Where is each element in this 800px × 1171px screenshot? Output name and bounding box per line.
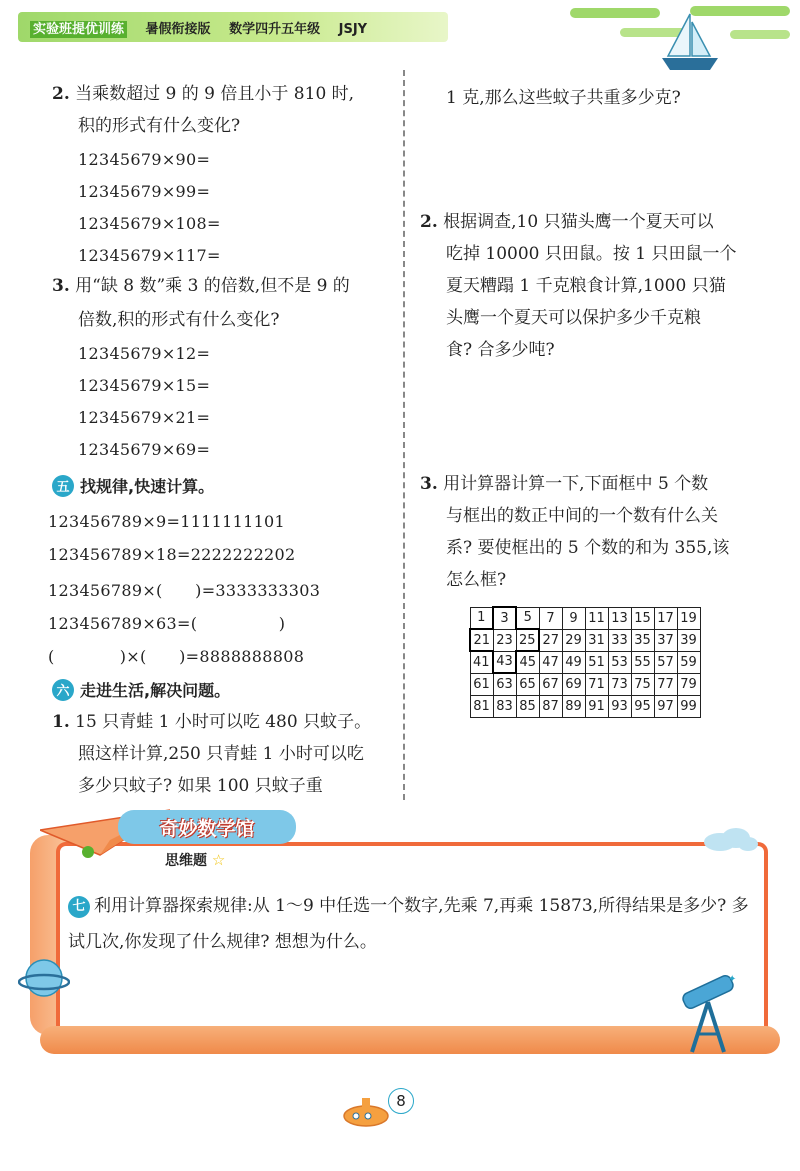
question-text: 当乘数超过 9 的 9 倍且小于 810 时,	[75, 84, 355, 104]
grid-cell: 69	[562, 673, 585, 695]
question-6-3-line4: 怎么框?	[446, 570, 507, 590]
grid-cell: 35	[631, 629, 654, 651]
question-3-line2: 倍数,积的形式有什么变化?	[78, 310, 280, 330]
grid-row	[470, 651, 700, 673]
grid-cell: 45	[516, 651, 539, 673]
grid-cell: 9	[562, 607, 585, 629]
banner-title: 奇妙数学馆	[118, 810, 296, 844]
equation: 12345679×117=	[78, 246, 221, 265]
equation: 123456789×63=( )	[48, 614, 286, 633]
sailboat-icon	[660, 12, 720, 74]
grid-cell: 19	[677, 607, 700, 629]
grid-cell: 93	[608, 695, 631, 717]
grid-cell: 27	[539, 629, 562, 651]
grid-cell: 7	[539, 607, 562, 629]
grid-cell: 95	[631, 695, 654, 717]
equation: 123456789×18=2222222202	[48, 545, 296, 564]
header-code: JSJY	[338, 22, 368, 37]
grid-cell: 63	[493, 673, 516, 695]
grid-row	[470, 673, 700, 695]
grid-cell: 71	[585, 673, 608, 695]
section-badge: 六	[52, 679, 74, 701]
section-title: 找规律,快速计算。	[80, 477, 215, 496]
grid-cell: 61	[470, 673, 493, 695]
grid-cell: 53	[608, 651, 631, 673]
grid-cell: 55	[631, 651, 654, 673]
grid-cell: 91	[585, 695, 608, 717]
equation: 12345679×90=	[78, 150, 211, 169]
question-6-3-line2: 与框出的数正中间的一个数有什么关	[446, 506, 718, 526]
grid-cell: 59	[677, 651, 700, 673]
grid-cell: 99	[677, 695, 700, 717]
grid-cell: 21	[470, 629, 493, 651]
question-7	[68, 888, 758, 960]
question-number: 2.	[420, 212, 438, 232]
question-number: 1.	[52, 712, 70, 732]
grid-cell: 41	[470, 651, 493, 673]
question-2-line2: 积的形式有什么变化?	[78, 116, 241, 136]
section-title: 走进生活,解决问题。	[80, 681, 231, 700]
grid-row	[470, 629, 700, 651]
grid-cell: 13	[608, 607, 631, 629]
star-icon: ☆	[211, 851, 226, 869]
grid-cell: 31	[585, 629, 608, 651]
equation: 12345679×108=	[78, 214, 221, 233]
cloud-icon	[700, 826, 760, 852]
header-edition: 暑假衔接版	[145, 22, 211, 37]
page-number: 8	[388, 1088, 414, 1114]
grid-cell: 49	[562, 651, 585, 673]
grid-cell: 67	[539, 673, 562, 695]
grid-cell: 81	[470, 695, 493, 717]
question-text: 用计算器计算一下,下面框中 5 个数	[443, 474, 709, 494]
question-text: 用“缺 8 数”乘 3 的倍数,但不是 9 的	[75, 276, 350, 296]
number-grid	[469, 606, 701, 718]
grid-cell: 87	[539, 695, 562, 717]
question-6-1-line2: 照这样计算,250 只青蛙 1 小时可以吃	[78, 744, 364, 764]
svg-text:✦: ✦	[728, 974, 737, 985]
question-2-line1	[52, 78, 354, 110]
grid-cell: 1	[470, 607, 493, 629]
equation: 12345679×99=	[78, 182, 211, 201]
header-subject: 数学四升五年级	[229, 22, 321, 37]
question-number: 2.	[52, 84, 70, 104]
grid-cell: 3	[493, 607, 516, 629]
grid-cell: 25	[516, 629, 539, 651]
question-6-2-line1	[420, 206, 714, 238]
grid-cell: 83	[493, 695, 516, 717]
question-6-2-line5: 食? 合多少吨?	[446, 340, 555, 360]
question-number: 3.	[52, 276, 70, 296]
grid-cell: 43	[493, 651, 516, 673]
column-divider	[403, 70, 405, 800]
submarine-icon	[340, 1092, 392, 1128]
section-badge: 七	[68, 896, 90, 918]
grid-cell: 17	[654, 607, 677, 629]
grid-cell: 47	[539, 651, 562, 673]
grid-cell: 65	[516, 673, 539, 695]
grid-cell: 5	[516, 607, 539, 629]
planet-icon	[18, 952, 70, 1004]
header-text	[30, 18, 381, 37]
grid-cell: 97	[654, 695, 677, 717]
grid-cell: 37	[654, 629, 677, 651]
question-6-2-line2: 吃掉 10000 只田鼠。按 1 只田鼠一个	[446, 244, 737, 264]
question-6-1-line1	[52, 706, 371, 738]
telescope-icon	[668, 972, 748, 1056]
equation: 12345679×15=	[78, 376, 211, 395]
grid-cell: 75	[631, 673, 654, 695]
grid-cell: 11	[585, 607, 608, 629]
question-text: 15 只青蛙 1 小时可以吃 480 只蚊子。	[75, 712, 372, 732]
grid-cell: 85	[516, 695, 539, 717]
page-header	[0, 0, 800, 58]
subtitle-text: 思维题	[165, 853, 207, 869]
equation: ( )×( )=8888888808	[48, 647, 305, 666]
equation: 123456789×9=1111111101	[48, 512, 286, 531]
question-text: 根据调查,10 只猫头鹰一个夏天可以	[443, 212, 714, 232]
grid-row	[470, 607, 700, 629]
grid-cell: 89	[562, 695, 585, 717]
grid-cell: 51	[585, 651, 608, 673]
grid-cell: 39	[677, 629, 700, 651]
question-6-3-line3: 系? 要使框出的 5 个数的和为 355,该	[446, 538, 730, 558]
question-7-text: 利用计算器探索规律:从 1～9 中任选一个数字,先乘 7,再乘 15873,所得结果是多少? 多试几次,你发现了什么规律? 想想为什么。	[68, 896, 749, 952]
question-6-2-line4: 头鹰一个夏天可以保护多少千克粮	[446, 308, 701, 328]
section-badge: 五	[52, 475, 74, 497]
question-number: 3.	[420, 474, 438, 494]
grid-cell: 23	[493, 629, 516, 651]
equation: 123456789×( )=3333333303	[48, 581, 321, 600]
equation: 12345679×21=	[78, 408, 211, 427]
grid-cell: 57	[654, 651, 677, 673]
grid-cell: 33	[608, 629, 631, 651]
grid-cell: 15	[631, 607, 654, 629]
grid-cell: 73	[608, 673, 631, 695]
header-series: 实验班提优训练	[30, 21, 127, 38]
section-6-heading	[52, 678, 230, 701]
question-3-line1	[52, 270, 350, 302]
question-6-1-continuation: 1 克,那么这些蚊子共重多少克?	[446, 88, 681, 108]
grid-cell: 77	[654, 673, 677, 695]
grid-cell: 29	[562, 629, 585, 651]
question-6-3-line1	[420, 468, 708, 500]
question-6-1-line3: 多少只蚊子? 如果 100 只蚊子重	[78, 776, 323, 796]
section-5-heading	[52, 474, 214, 497]
question-6-2-line3: 夏天糟蹋 1 千克粮食计算,1000 只猫	[446, 276, 726, 296]
banner-subtitle	[165, 850, 225, 870]
equation: 12345679×69=	[78, 440, 211, 459]
grid-cell: 79	[677, 673, 700, 695]
equation: 12345679×12=	[78, 344, 211, 363]
grid-row	[470, 695, 700, 717]
